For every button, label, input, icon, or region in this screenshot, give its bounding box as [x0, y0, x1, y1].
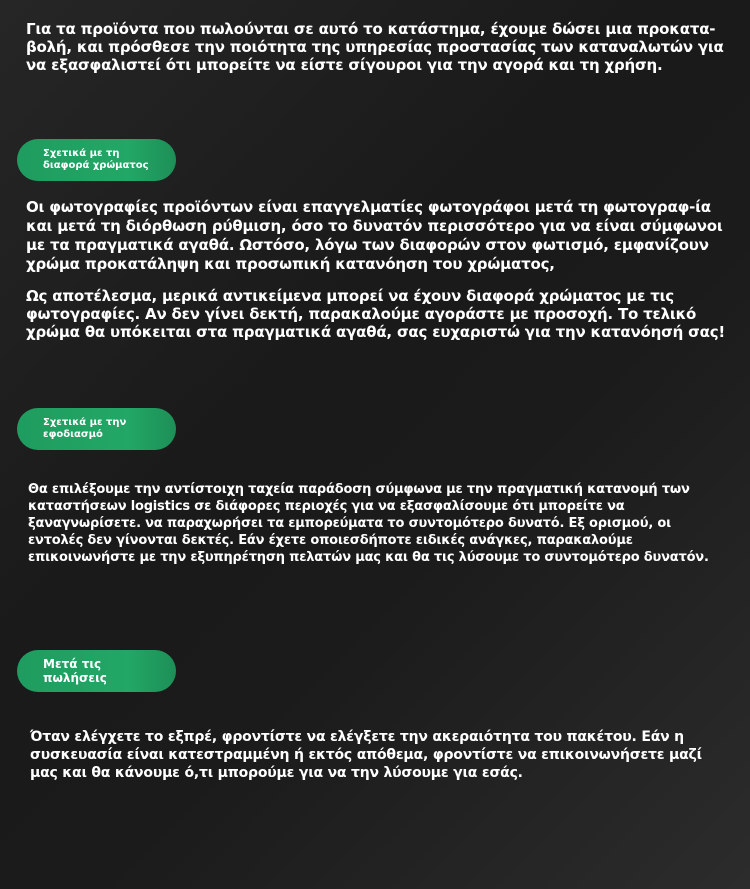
section-label-text: Σχετικά με την εφοδιασμό [43, 417, 127, 440]
intro-text: Για τα προϊόντα που πωλούνται σε αυτό το κατάστημα, έχουμε δώσει μια προκατα-βολή, και πρόσθεσε την ποιότητα της υπηρεσίας προστασίας των καταναλωτών για να εξασφαλιστεί ότι μπορείτε να είστε σίγουροι για την αγορά και τη χρήση. [26, 20, 724, 74]
paragraph-text: Θα επιλέξουμε την αντίστοιχη ταχεία παράδοση σύμφωνα με την πραγματική κατανομή των καταστήσεων logistics σε διάφορες περιοχές για να εξασφαλίσουμε ότι μπορείτε να ξαναγνωρίσετε. να παραχωρήσει τα εμπορεύματα το συντομότερο δυνατό. Εξ ορισμού, οι εντολές δεν γίνονται δεκτές. Εάν έχετε οποιεσδήποτε ειδικές ανάγκες, παρακαλούμε επικοινωνήστε με την εξυπηρέτηση πελατών μας και θα τις λύσουμε το συντομότερο δυνατόν. [28, 482, 709, 565]
color-difference-paragraph-2 [26, 287, 731, 341]
paragraph-text: Όταν ελέγχετε το εξπρέ, φροντίστε να ελέγξετε την ακεραιότητα του πακέτου. Εάν η συσκευασία είναι κατεστραμμένη ή εκτός απόθεμα, φροντίστε να επικοινωνήσετε μαζί μας και θα κάνουμε ό,τι μπορούμε για να την λύσουμε για εσάς. [30, 729, 702, 781]
paragraph-text: Οι φωτογραφίες προϊόντων είναι επαγγελματίες φωτογράφοι μετά τη φωτογραφ-ία και μετά τη διόρθωση ρύθμιση, όσο το δυνατόν περισσότερο για να είναι σύμφωνοι με τα πραγματικά αγαθά. Ωστόσο, λόγω των διαφορών στον φωτισμό, εμφανίζουν χρώμα προκατάληψη και προσωπική κατανόηση του χρώματος, [26, 198, 723, 273]
section-label-logistics [17, 408, 176, 450]
section-label-color-difference [17, 139, 176, 181]
color-difference-paragraph-1 [26, 198, 731, 274]
paragraph-text: Ως αποτέλεσμα, μερικά αντικείμενα μπορεί να έχουν διαφορά χρώματος με τις φωτογραφίες. Αν δεν γίνει δεκτή, παρακαλούμε αγοράστε με προσοχή. Το τελικό χρώμα θα υπόκειται στα πραγματικά αγαθά, σας ευχαριστώ για την κατανόησή σας! [26, 287, 726, 341]
section-label-text: Σχετικά με τη διαφορά χρώματος [43, 148, 149, 171]
section-label-after-sales [17, 650, 176, 692]
after-sales-paragraph [30, 728, 730, 782]
logistics-paragraph [28, 481, 728, 566]
section-label-text: Μετά τις πωλήσεις [43, 657, 107, 685]
